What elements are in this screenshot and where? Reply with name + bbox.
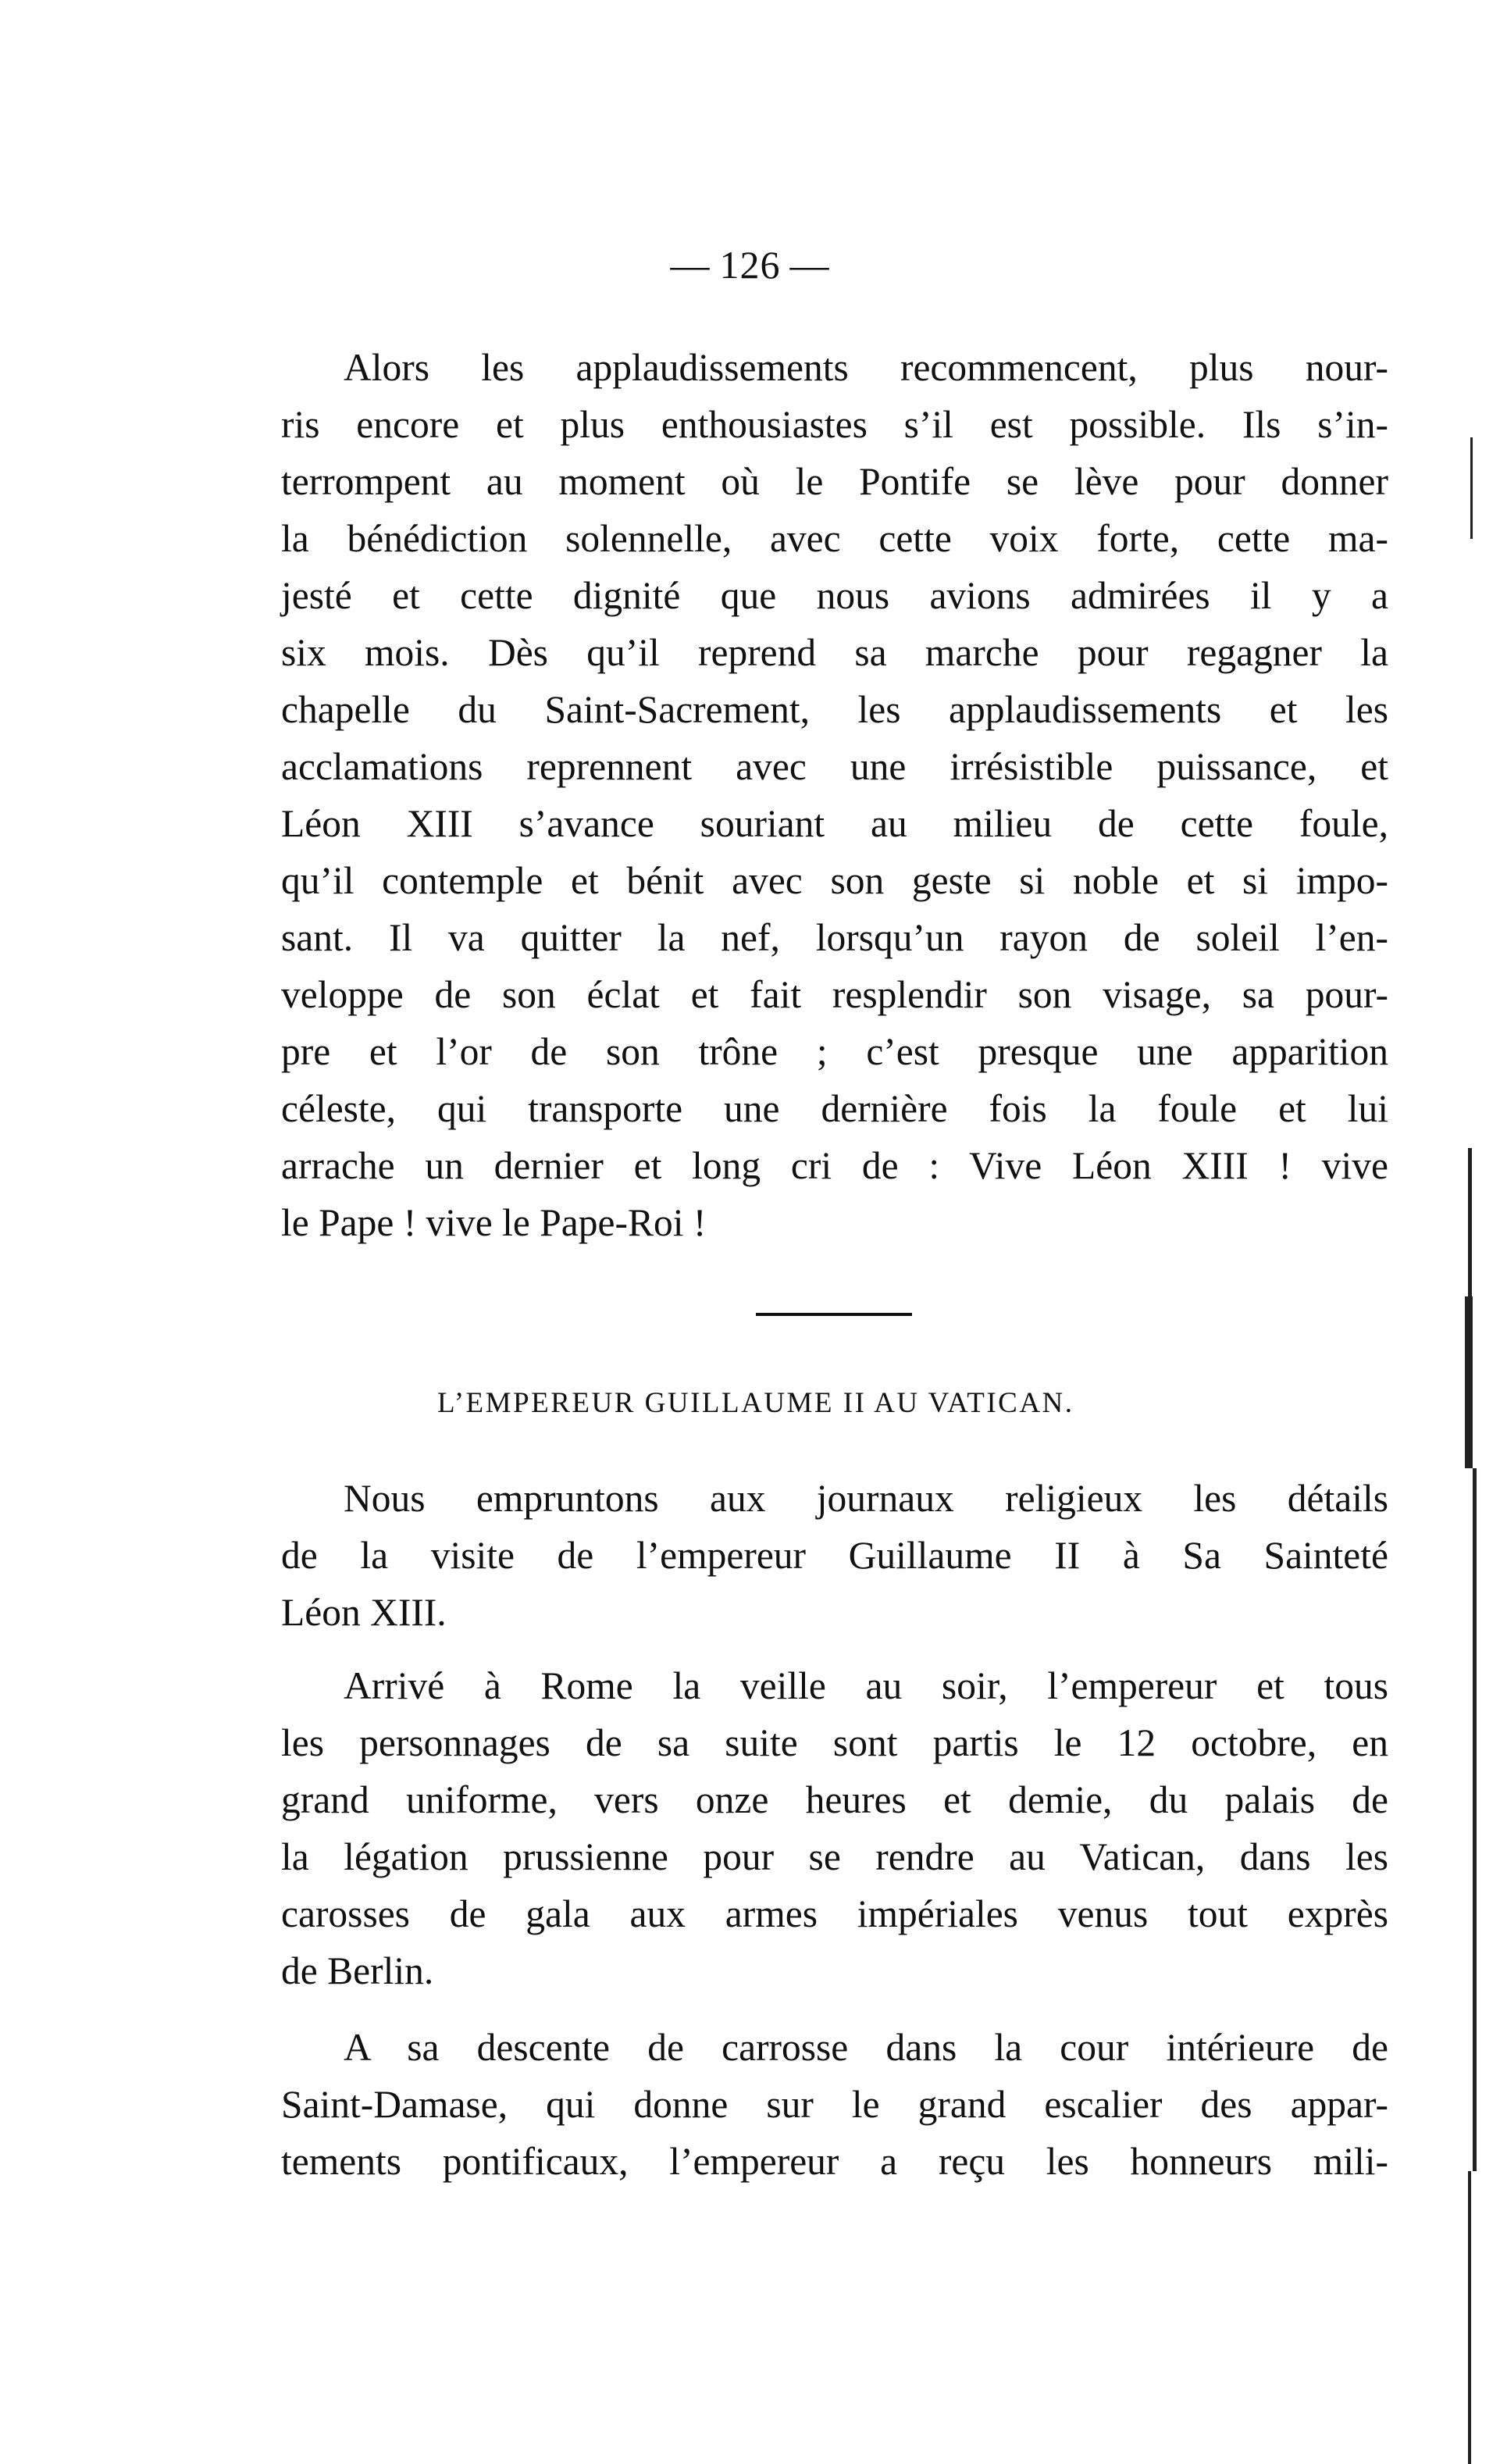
page-number-value: 126 [719, 243, 781, 287]
text-line: pre et l’or de son trône ; c’est presque une apparition [281, 1030, 1388, 1073]
text-line: la bénédiction solennelle, avec cette voix forte, cette ma- [281, 517, 1388, 560]
text-line: grand uniforme, vers onze heures et demie, du palais de [281, 1778, 1388, 1821]
scan-edge-mark [1465, 1296, 1473, 1468]
page-number-dash-left: — [670, 243, 711, 287]
text-line: qu’il contemple et bénit avec son geste si noble et si impo- [281, 859, 1388, 902]
text-line: Nous empruntons aux journaux religieux les détails [344, 1477, 1388, 1520]
text-line: Alors les applaudissements recommencent, plus nour- [344, 346, 1388, 389]
text-line: céleste, qui transporte une dernière fois la foule et lui [281, 1087, 1388, 1130]
text-line: tements pontificaux, l’empereur a reçu les honneurs mili- [281, 2140, 1388, 2183]
text-line: Saint-Damase, qui donne sur le grand escalier des appar- [281, 2083, 1388, 2126]
paragraph-1 [281, 339, 1388, 1251]
paragraph-2 [281, 1470, 1388, 1641]
text-line: jesté et cette dignité que nous avions admirées il y a [281, 574, 1388, 617]
text-line: de la visite de l’empereur Guillaume II à Sa Sainteté [281, 1534, 1388, 1577]
text-line: les personnages de sa suite sont partis le 12 octobre, en [281, 1721, 1388, 1764]
scan-edge-mark [1473, 1468, 1477, 2171]
scan-edge-mark [1468, 1148, 1472, 1296]
page-number-dash-right: — [789, 243, 830, 287]
section-heading: L’EMPEREUR GUILLAUME II AU VATICAN. [437, 1387, 1074, 1419]
text-line: sant. Il va quitter la nef, lorsqu’un rayon de soleil l’en- [281, 916, 1388, 959]
text-line: chapelle du Saint-Sacrement, les applaudissements et les [281, 688, 1388, 731]
scan-edge-mark [1468, 2171, 1471, 2464]
text-line: Léon XIII s’avance souriant au milieu de cette foule, [281, 802, 1388, 845]
text-line: A sa descente de carrosse dans la cour intérieure de [344, 2026, 1388, 2069]
scan-edge-mark [1470, 437, 1473, 539]
text-line: Léon XIII. [281, 1591, 447, 1634]
text-line: Arrivé à Rome la veille au soir, l’empereur et tous [344, 1664, 1388, 1707]
text-line: veloppe de son éclat et fait resplendir son visage, sa pour- [281, 973, 1388, 1016]
text-line: carosses de gala aux armes impériales venus tout exprès [281, 1892, 1388, 1935]
text-line: la légation prussienne pour se rendre au Vatican, dans les [281, 1835, 1388, 1878]
text-line: acclamations reprennent avec une irrésistible puissance, et [281, 745, 1388, 788]
text-line: terrompent au moment où le Pontife se lève pour donner [281, 460, 1388, 503]
paragraph-4 [281, 2019, 1388, 2190]
text-line: de Berlin. [281, 1949, 434, 1992]
section-divider [756, 1313, 912, 1316]
page-number [0, 242, 1500, 287]
text-line: le Pape ! vive le Pape-Roi ! [281, 1201, 707, 1244]
paragraph-3 [281, 1657, 1388, 1999]
text-line: ris encore et plus enthousiastes s’il est possible. Ils s’in- [281, 403, 1388, 446]
text-line: arrache un dernier et long cri de : Vive Léon XIII ! vive [281, 1144, 1388, 1187]
text-line: six mois. Dès qu’il reprend sa marche pour regagner la [281, 631, 1388, 674]
